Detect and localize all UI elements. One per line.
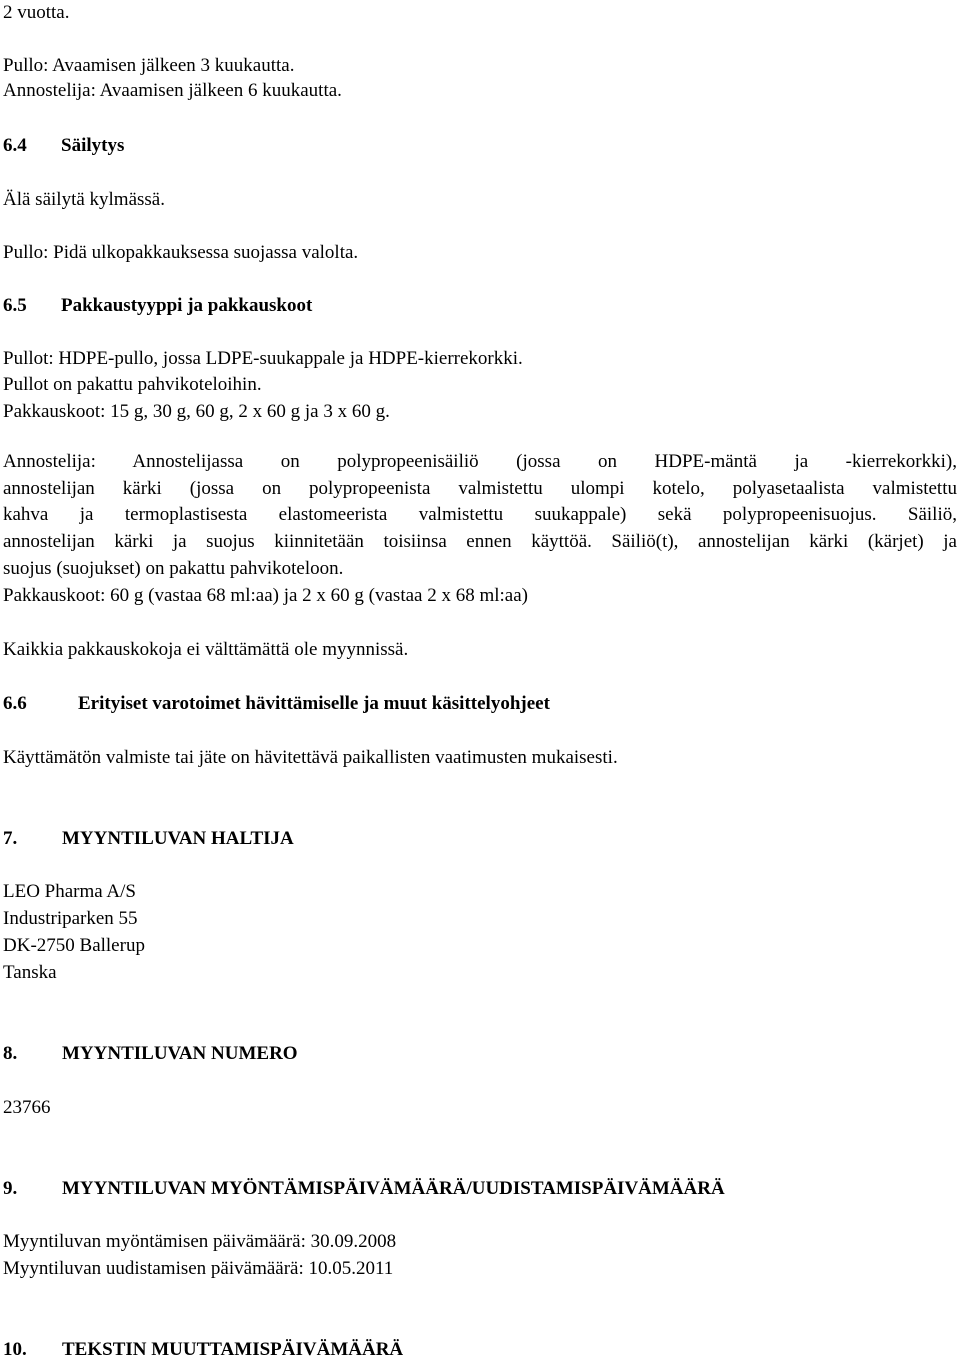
applicator-line: suojus (suojukset) on pakattu pahvikoteloon. — [3, 557, 344, 579]
applicator-line: Pakkauskoot: 60 g (vastaa 68 ml:aa) ja 2 x 60 g (vastaa 2 x 68 ml:aa) — [3, 584, 529, 606]
holder-address-line: DK-2750 Ballerup — [3, 935, 145, 956]
holder-address-line: LEO Pharma A/S — [3, 881, 136, 902]
holder-address-line: Tanska — [3, 962, 57, 983]
applicator-line: annostelijan kärki ja suojus kiinnitetään toisiinsa ennen käyttöä. Säiliö(t), annostelijan kärki (kärjet) ja — [3, 531, 957, 553]
shelf-life-tail: 2 vuotta. — [3, 2, 70, 23]
section-number: 8. — [3, 1043, 18, 1064]
section-6-4-heading — [3, 135, 124, 157]
applicator-line: kahva ja termoplastisesta elastomeerista valmistettu suukappale) sekä polypropeenisuojus. Säiliö, — [3, 504, 957, 526]
section-number: 9. — [3, 1178, 18, 1199]
section-6-6-heading — [3, 693, 550, 715]
holder-address-line: Industriparken 55 — [3, 908, 138, 929]
packaging-bottles-line: Pullot: HDPE-pullo, jossa LDPE-suukappale ja HDPE-kierrekorkki. — [3, 348, 523, 369]
section-8-heading — [3, 1043, 298, 1065]
storage-line-2: Pullo: Pidä ulkopakkauksessa suojassa valolta. — [3, 242, 359, 263]
shelf-life-applicator: Annostelija: Avaamisen jälkeen 6 kuukautta. — [3, 80, 342, 101]
authorisation-number: 23766 — [3, 1097, 51, 1118]
storage-line-1: Älä säilytä kylmässä. — [3, 189, 165, 210]
section-number: 6.5 — [3, 295, 27, 316]
section-title: TEKSTIN MUUTTAMISPÄIVÄMÄÄRÄ — [62, 1339, 404, 1360]
applicator-line: Annostelija: Annostelijassa on polypropeenisäiliö (jossa on HDPE-mäntä ja -kierrekorkki), — [3, 451, 957, 472]
section-title: MYYNTILUVAN NUMERO — [62, 1043, 298, 1064]
disposal-text: Käyttämätön valmiste tai jäte on hävitettävä paikallisten vaatimusten mukaisesti. — [3, 747, 618, 768]
section-number: 6.4 — [3, 135, 27, 156]
availability-note: Kaikkia pakkauskokoja ei välttämättä ole myynnissä. — [3, 639, 409, 660]
section-title: MYYNTILUVAN MYÖNTÄMISPÄIVÄMÄÄRÄ/UUDISTAMISPÄIVÄMÄÄRÄ — [62, 1178, 725, 1199]
packaging-bottles-line: Pakkauskoot: 15 g, 30 g, 60 g, 2 x 60 g ja 3 x 60 g. — [3, 401, 390, 422]
section-number: 7. — [3, 828, 18, 849]
section-number: 10. — [3, 1339, 27, 1360]
section-7-heading — [3, 828, 294, 850]
section-10-heading — [3, 1339, 403, 1361]
section-6-5-heading — [3, 295, 312, 317]
renewal-date: Myyntiluvan uudistamisen päivämäärä: 10.05.2011 — [3, 1258, 394, 1279]
section-title: Pakkaustyyppi ja pakkauskoot — [61, 295, 313, 316]
section-9-heading — [3, 1178, 725, 1200]
shelf-life-bottle: Pullo: Avaamisen jälkeen 3 kuukautta. — [3, 55, 295, 76]
section-title: MYYNTILUVAN HALTIJA — [62, 828, 294, 849]
packaging-bottles-line: Pullot on pakattu pahvikoteloihin. — [3, 374, 262, 395]
section-title: Säilytys — [61, 135, 125, 156]
grant-date: Myyntiluvan myöntämisen päivämäärä: 30.09.2008 — [3, 1231, 397, 1252]
section-number: 6.6 — [3, 693, 27, 714]
section-title: Erityiset varotoimet hävittämiselle ja muut käsittelyohjeet — [78, 693, 550, 714]
applicator-line: annostelijan kärki (jossa on polypropeenista valmistettu ulompi kotelo, polyasetaalista valmistettu — [3, 477, 957, 499]
applicator-paragraph — [3, 449, 957, 609]
